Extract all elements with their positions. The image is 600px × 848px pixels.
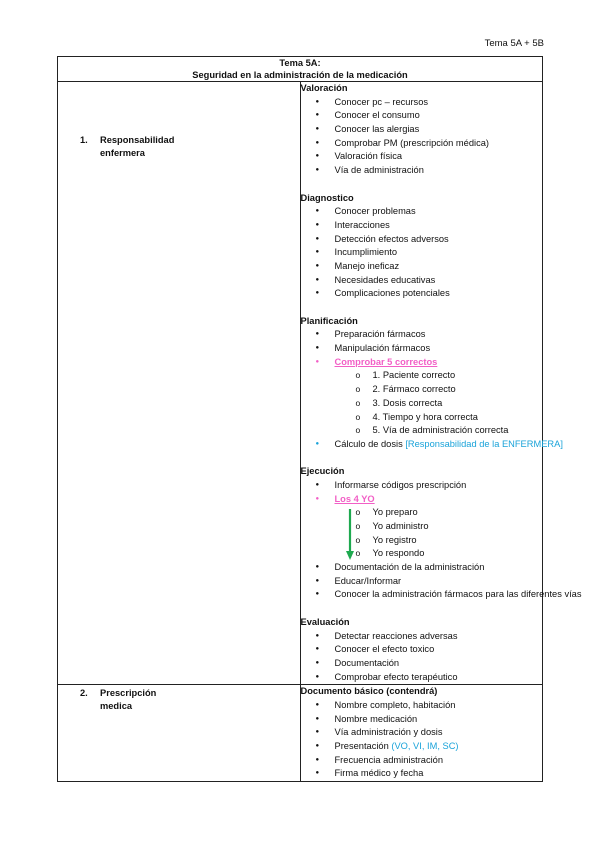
section-heading-evaluacion: Evaluación (300, 616, 350, 627)
list-item: ● Comprobar PM (prescripción médica) (301, 137, 543, 151)
spacer (301, 178, 543, 192)
list-item: ● Documentación (301, 657, 543, 671)
title-line-2: Seguridad en la administración de la medicación (192, 70, 408, 80)
list-item: ● Conocer las alergias (301, 123, 543, 137)
list-ejecucion (301, 479, 543, 506)
sub-list-item: o 1. Paciente correcto (301, 369, 543, 383)
list-item: ● Conocer el consumo (301, 109, 543, 123)
list-ejecucion-after (301, 561, 582, 602)
list-item: ● Conocer pc – recursos (301, 96, 543, 110)
row-title-line-2: medica (100, 700, 133, 711)
list-item: ● Manipulación fármacos (301, 342, 543, 356)
list-item: ● Conocer el efecto toxico (301, 643, 543, 657)
list-item: ● Documentación de la administración (301, 561, 543, 575)
list-item: ● Vía administración y dosis (301, 726, 543, 740)
highlight-label: Los 4 YO (334, 493, 375, 504)
sub-list-item: o 4. Tiempo y hora correcta (301, 411, 543, 425)
sub-list-item: o Yo preparo (301, 506, 543, 520)
table-row-prescripcion (58, 685, 543, 782)
row-title-line-1: Responsabilidad (100, 135, 175, 145)
list-item: ● Interacciones (301, 219, 543, 233)
row-title (100, 687, 156, 712)
list-planificacion (301, 328, 543, 369)
row-label-cell (58, 82, 301, 685)
list-diagnostico (301, 205, 543, 301)
list-item: ● Comprobar efecto terapéutico (301, 671, 543, 685)
list-planificacion-dosis (301, 438, 563, 452)
spacer (301, 301, 543, 315)
row-number: 1. (80, 135, 88, 145)
row-content-cell (300, 82, 582, 685)
table-row-responsabilidad (58, 82, 543, 685)
table-title-row (58, 57, 543, 82)
list-item-4-yo (301, 493, 543, 507)
list-item: ● Firma médico y fecha (301, 767, 543, 781)
list-item: ● Manejo ineficaz (301, 260, 543, 274)
section-heading-documento: Documento básico (contendrá) (300, 686, 438, 697)
row-content-cell (300, 685, 543, 782)
sub-list-item: o Yo administro (301, 520, 543, 534)
spacer (301, 602, 543, 616)
row-label-cell (58, 685, 301, 782)
spacer (301, 452, 543, 466)
row-number: 2. (80, 688, 88, 699)
list-item-presentacion (301, 740, 543, 754)
title-line-1: Tema 5A: (279, 58, 321, 68)
list-item: ● Complicaciones potenciales (301, 287, 543, 301)
sub-list-item: o 3. Dosis correcta (301, 397, 543, 411)
list-item: ● Vía de administración (301, 164, 543, 178)
item-text: Presentación (334, 741, 389, 751)
list-valoracion (301, 96, 543, 178)
list-evaluacion (301, 630, 543, 685)
list-item: ● Conocer la administración fármacos para las diferentes vías (301, 588, 543, 602)
row-label-prescripcion (58, 685, 300, 712)
row-title (100, 134, 174, 159)
section-heading-planificacion: Planificación (300, 315, 358, 326)
sub-list-item: o Yo registro (301, 534, 543, 548)
list-item: ● Informarse códigos prescripción (301, 479, 543, 493)
list-item: ● Valoración física (301, 150, 543, 164)
list-item: ● Incumplimiento (301, 246, 543, 260)
list-item: ● Nombre completo, habitación (301, 699, 543, 713)
table-title (58, 57, 543, 82)
route-note: (VO, VI, IM, SC) (391, 741, 459, 751)
list-item: ● Nombre medicación (301, 713, 543, 727)
sub-list-item: o 5. Vía de administración correcta (301, 424, 543, 438)
list-item: ● Detectar reacciones adversas (301, 630, 543, 644)
list-item: ● Frecuencia administración (301, 754, 543, 768)
list-item: ● Detección efectos adversos (301, 233, 543, 247)
section-heading-diagnostico: Diagnostico (300, 192, 354, 203)
row-title-line-2: enfermera (100, 147, 145, 158)
sublist-5-correctos (301, 369, 543, 437)
list-item: ● Conocer problemas (301, 205, 543, 219)
sublist-4-yo (301, 506, 543, 561)
highlight-label: Comprobar 5 correctos (334, 356, 438, 367)
notes-table (57, 56, 582, 782)
list-item: ● Preparación fármacos (301, 328, 543, 342)
responsibility-note: [Responsabilidad de la ENFERMERA] (405, 438, 563, 449)
item-text: Cálculo de dosis (334, 438, 403, 449)
list-item-5-correctos (301, 356, 543, 370)
sub-list-item: o 2. Fármaco correcto (301, 383, 543, 397)
row-label-responsabilidad (58, 82, 300, 159)
row-title-line-1: Prescripción (100, 688, 157, 699)
yo-group (301, 506, 543, 561)
list-item: ● Necesidades educativas (301, 274, 543, 288)
list-item: ● Educar/Informar (301, 575, 543, 589)
sub-list-item: o Yo respondo (301, 547, 543, 561)
list-documento-basico (301, 699, 543, 781)
list-item-calculo-dosis (301, 438, 563, 452)
section-heading-ejecucion: Ejecución (300, 466, 345, 477)
document-topic-header: Tema 5A + 5B (484, 38, 544, 49)
section-heading-valoracion: Valoración (300, 83, 348, 93)
